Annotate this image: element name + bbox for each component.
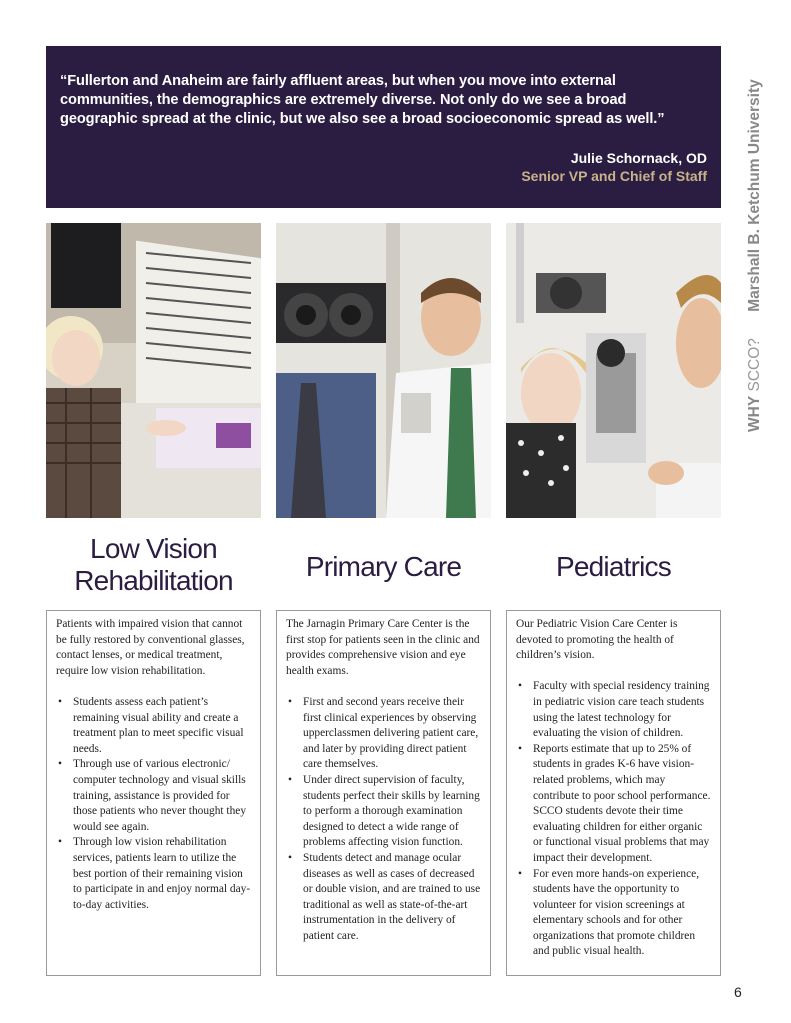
quote-author-name: Julie Schornack, OD (570, 150, 707, 166)
pediatrics-photo (506, 223, 721, 518)
low-vision-bullet-list (56, 695, 252, 913)
pediatrics-bullet-list (516, 679, 712, 960)
low-vision-title-line1: Low Vision (90, 533, 217, 564)
quote-box (46, 46, 721, 208)
list-item: • Through low vision rehabilitation services, patients learn to utilize the best portion of their remaining vision to participate in and enjoy normal day-to-day activities. (56, 835, 252, 913)
quote-author-role: Senior VP and Chief of Staff (521, 168, 707, 184)
side-label-scco: SCCO? (746, 338, 763, 392)
side-label-why: WHY (746, 395, 763, 432)
list-item: • Students detect and manage ocular diseases as well as cases of decreased or double vision, and are trained to use traditional as well as state-of-the-art instrumentation in the delivery of patient care. (286, 851, 482, 945)
low-vision-text-box (46, 610, 261, 976)
primary-care-text-box (276, 610, 491, 976)
pediatrics-photo-illustration (506, 223, 721, 518)
pediatrics-title: Pediatrics (556, 551, 671, 582)
low-vision-title (46, 533, 261, 597)
primary-care-photo (276, 223, 491, 518)
list-item: • For even more hands-on experience, students have the opportunity to volunteer for vision screenings at elementary schools and for other organizations that promote children and public visual health. (516, 867, 712, 961)
list-item: • Reports estimate that up to 25% of students in grades K-6 have vision-related problems, which may contribute to poor school performance. SCCO students devote their time evaluating children for either organic or functional visual problems that may impact their development. (516, 742, 712, 867)
quote-text: “Fullerton and Anaheim are fairly affluent areas, but when you move into external communities, the demographics are extremely diverse. Not only do we see a broad geographic spread at the clinic, but we also see a broad socioeconomic spread as well.” (60, 73, 665, 127)
list-item: • Students assess each patient’s remaining visual ability and create a treatment plan to meet specific visual needs. (56, 695, 252, 757)
pediatrics-text-box (506, 610, 721, 976)
list-item: • Under direct supervision of faculty, students perfect their skills by learning to perform a thorough examination designed to detect a wide range of problems affecting vision function. (286, 773, 482, 851)
low-vision-intro: Patients with impaired vision that cannot be fully restored by conventional glasses, contact lenses, or medical treatment, require low vision rehabilitation. (56, 618, 245, 677)
low-vision-photo (46, 223, 261, 518)
list-item: • First and second years receive their first clinical experiences by observing upperclassmen delivering patient care, and later by providing direct patient care themselves. (286, 695, 482, 773)
low-vision-title-line2: Rehabilitation (74, 565, 233, 596)
pediatrics-intro: Our Pediatric Vision Care Center is devoted to promoting the health of children’s vision. (516, 618, 678, 662)
primary-care-title: Primary Care (305, 551, 462, 582)
side-label-university: Marshall B. Ketchum University (746, 79, 763, 312)
side-label (746, 32, 764, 432)
page-number: 6 (734, 984, 742, 1000)
list-item: • Faculty with special residency training in pediatric vision care teach students using the latest technology for evaluating the vision of children. (516, 679, 712, 741)
low-vision-photo-illustration (46, 223, 261, 518)
primary-care-bullet-list (286, 695, 482, 945)
primary-care-photo-illustration (276, 223, 491, 518)
primary-care-intro: The Jarnagin Primary Care Center is the first stop for patients seen in the clinic and provides comprehensive vision and eye health exams. (286, 618, 480, 677)
list-item: • Through use of various electronic/ computer technology and visual skills training, assistance is provided for those patients who never thought they would see again. (56, 757, 252, 835)
